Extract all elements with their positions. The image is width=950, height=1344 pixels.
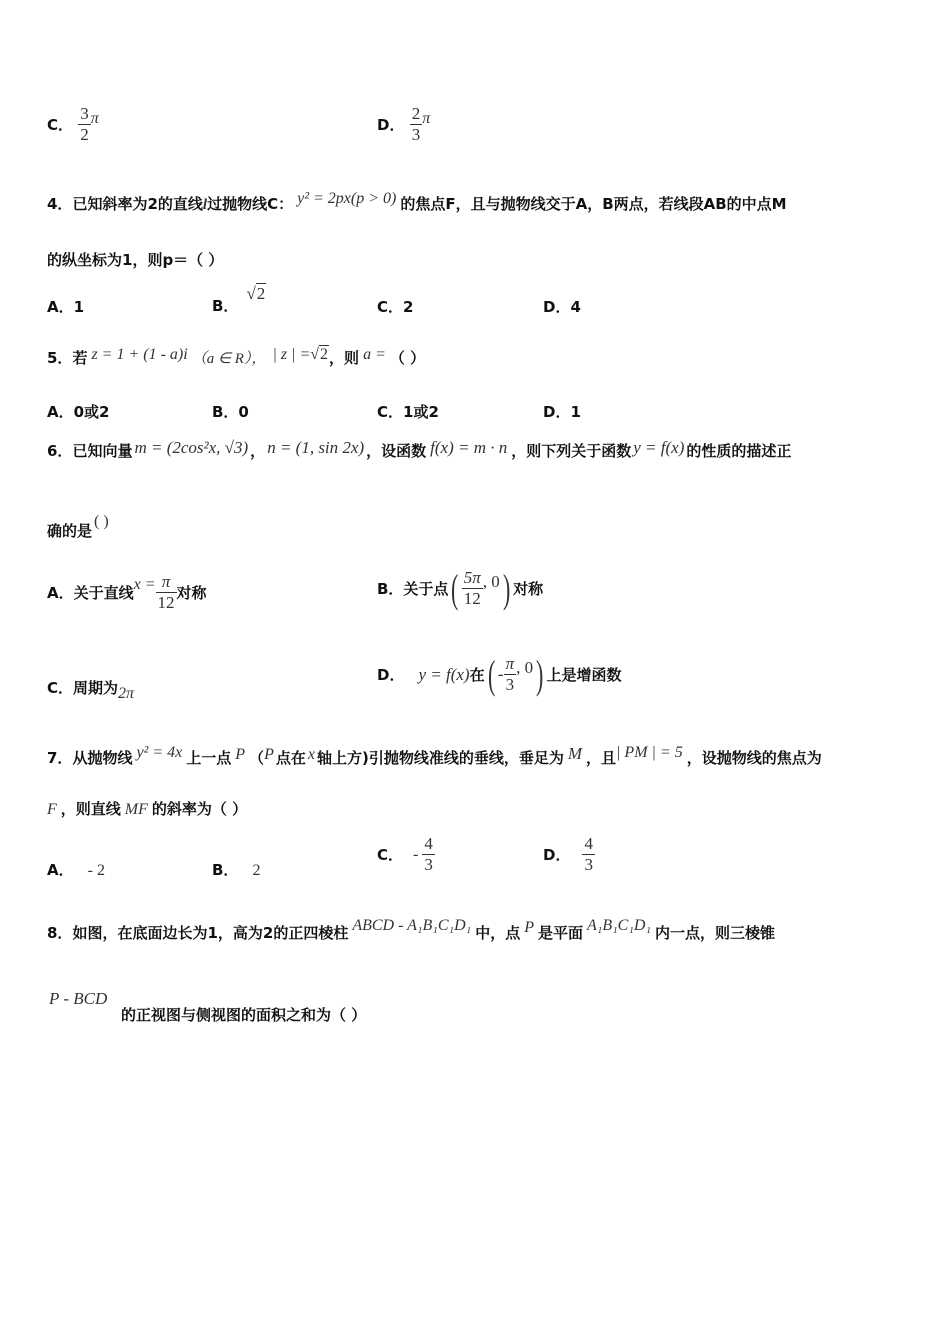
q7-option-d: D． $\frac{4}{3}$ [543,834,593,874]
q5-option-a: A．0或2 [47,403,110,421]
q4-stem-line1: 4．已知斜率为2的直线l过抛物线C： y² = 2px(p > 0) 的焦点F，且与抛物线交于A，B两点，若线段AB的中点M [47,190,787,213]
q5-option-d: D．1 [543,403,581,421]
q6-vector-m: m = (2cos²x, √3) [134,438,249,457]
q8-stem-line1: 8．如图，在底面边长为1，高为2的正四棱柱 ABCD - A₁B₁C₁D₁ 中，点 P 是平面 A₁B₁C₁D₁ 内一点，则三棱锥 [47,917,776,942]
q3-option-d: D． $\frac{2}{3}$ π [377,104,431,144]
q6-stem-line1: 6．已知向量 m = (2cos²x, √3) ， n = (1, sin 2x) ，设函数 f(x) = m · n ，则下列关于函数 y = f(x) 的性质的描述正 [47,438,792,460]
q8-prism-label: ABCD - A₁B₁C₁D₁ [352,917,472,934]
q6-vector-n: n = (1, sin 2x) [267,438,365,457]
q4-parabola-equation: y² = 2px(p > 0) [297,190,397,207]
q3-option-c-fraction: $\frac{3}{2}$ [80,104,89,144]
q6-function-f: f(x) = m · n [430,438,508,457]
q7-parabola-equation: y² = 4x [136,744,183,761]
q6-option-a: A．关于直线x = $\frac{\pi}{12}$ 对称 [47,572,207,612]
q8-plane-label: A₁B₁C₁D₁ [587,917,652,934]
q3-option-d-fraction: $\frac{2}{3}$ [411,104,421,144]
q5-complex-z: z = 1 + (1 - a)i [91,346,188,363]
q7-option-b: B． 2 [212,861,261,879]
q6-stem-line2: 确的是( ) [47,513,109,540]
q5-stem: 5．若 z = 1 + (1 - a)i （a ∈ R）， | z | =√2，则 a = （ ） [47,346,426,367]
q4-option-c: C．2 [377,298,414,316]
q6-option-b: B．关于点( $\frac{5\pi}{12}$ , 0) 对称 [377,565,544,611]
q5-option-b: B．0 [212,403,249,421]
q7-stem-line1: 7．从抛物线 y² = 4x 上一点 P （P 点在 x 轴上方)引抛物线准线的垂线，垂足为 M ，且| PM | = 5 ，设抛物线的焦点为 [47,744,822,767]
q5-option-c: C．1或2 [377,403,439,421]
q7-stem-line2: F ，则直线 MF 的斜率为（ ） [47,800,248,818]
q8-pyramid-label: P - BCD [49,989,108,1008]
q7-option-c: C． - $\frac{4}{3}$ [377,834,433,874]
q3-option-c: C． $\frac{3}{2}$ π [47,104,99,144]
q4-stem-line2: 的纵坐标为1，则p＝（ ） [47,251,224,269]
q7-option-a: A． - 2 [47,861,105,879]
q4-option-b: B．√2 [212,284,266,315]
q4-option-a: A．1 [47,298,85,316]
q6-option-c: C．周期为2π [47,679,135,702]
q8-stem-line2: 的正视图与侧视图的面积之和为（ ） [121,1006,367,1024]
q4-option-d: D．4 [543,298,581,316]
q6-option-d: D． y = f(x)在( - $\frac{\pi}{3}$ , 0) 上是增函数 [377,651,622,697]
